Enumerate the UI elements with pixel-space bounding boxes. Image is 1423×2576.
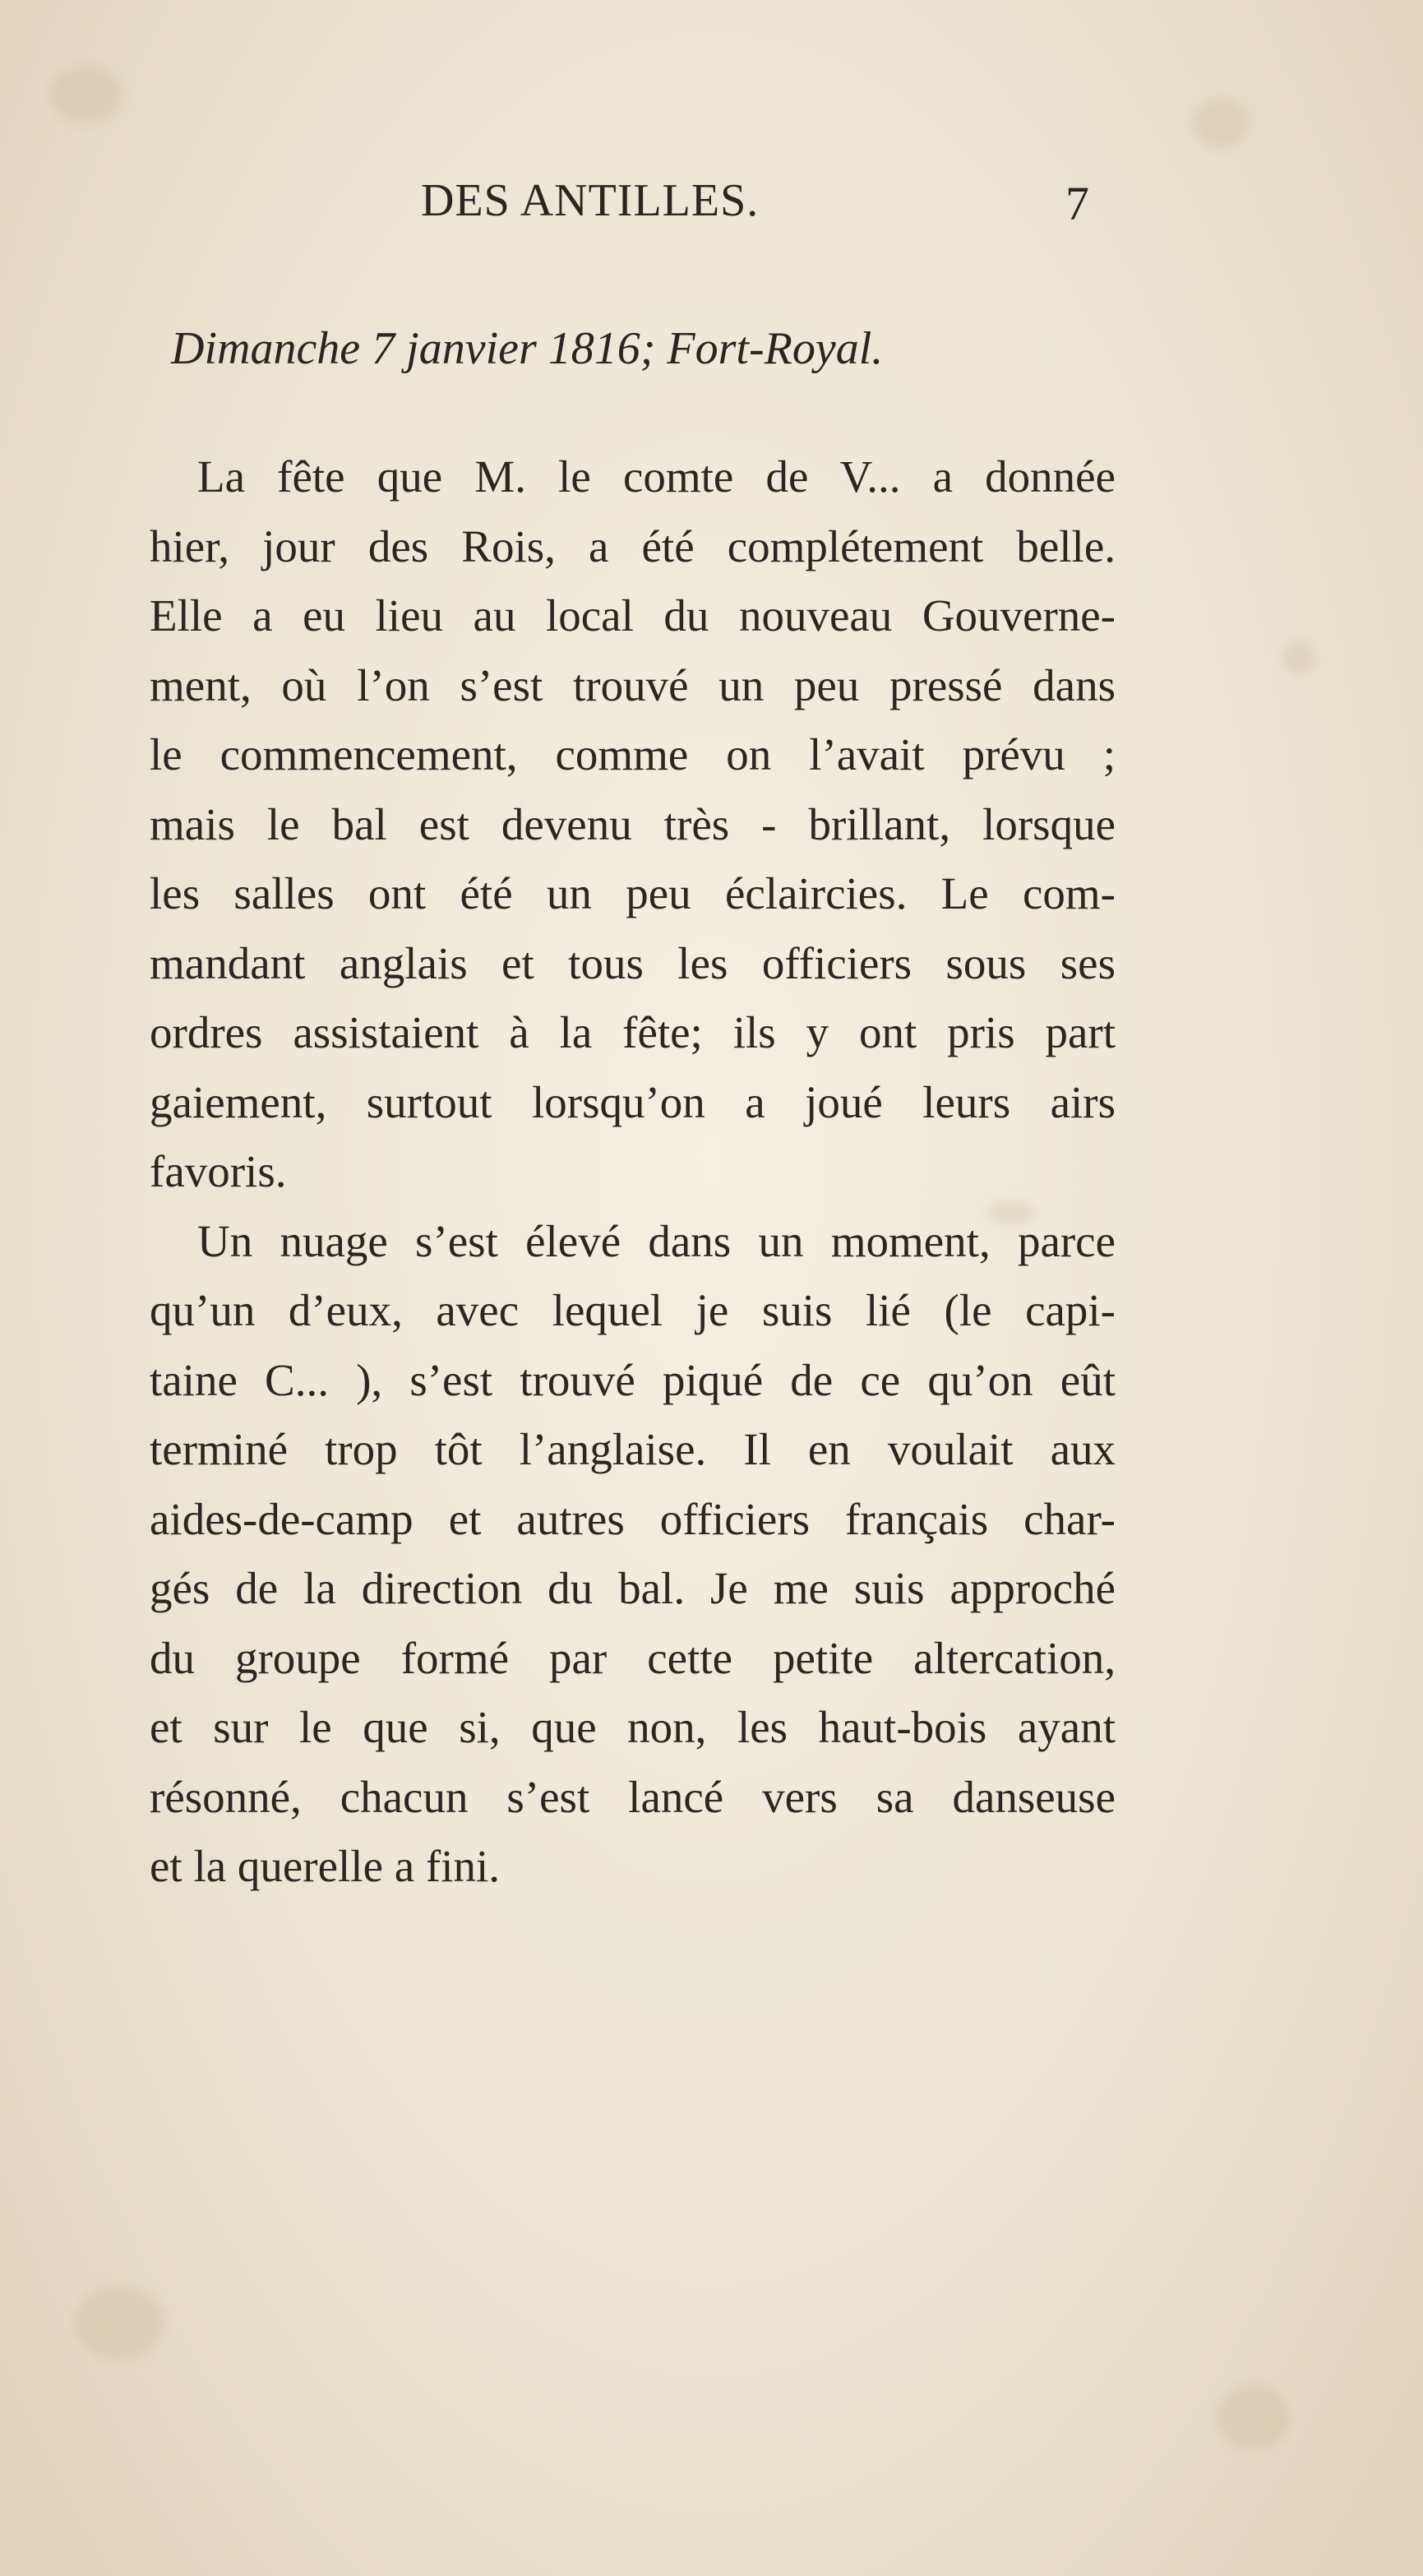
foxing-spot: [74, 2286, 164, 2360]
text-line: favoris.: [150, 1146, 287, 1196]
text-line: les salles ont été un peu éclaircies. Le com-: [150, 868, 1116, 918]
text-line: La fête que M. le comte de V... a donnée: [197, 451, 1116, 502]
paragraph: [150, 442, 1116, 1207]
text-line: qu’un d’eux, avec lequel je suis lié (le capi-: [150, 1285, 1116, 1335]
text-line: ordres assistaient à la fête; ils y ont pris part: [150, 1007, 1116, 1057]
foxing-spot: [1217, 2384, 1291, 2450]
text-line: taine C... ), s’est trouvé piqué de ce qu’on eût: [150, 1354, 1116, 1405]
text-line: le commencement, comme on l’avait prévu ;: [150, 729, 1116, 779]
page-number: 7: [1065, 177, 1089, 230]
text-line: mandant anglais et tous les officiers sous ses: [150, 937, 1116, 988]
dateline: Dimanche 7 janvier 1816; Fort-Royal.: [171, 323, 884, 374]
text-line: aides-de-camp et autres officiers français char-: [150, 1493, 1116, 1544]
paragraph: [150, 1207, 1116, 1902]
text-line: Un nuage s’est élevé dans un moment, parce: [197, 1215, 1116, 1266]
text-line: du groupe formé par cette petite altercation,: [150, 1632, 1116, 1683]
text-line: hier, jour des Rois, a été complétement belle.: [150, 520, 1116, 571]
text-line: ment, où l’on s’est trouvé un peu pressé dans: [150, 659, 1116, 710]
foxing-spot: [49, 66, 123, 123]
foxing-spot: [1192, 99, 1250, 148]
text-line: terminé trop tôt l’anglaise. Il en voulait aux: [150, 1424, 1116, 1474]
text-line: résonné, chacun s’est lancé vers sa danseuse: [150, 1771, 1116, 1822]
body-text: [150, 442, 1116, 1902]
text-line: gaiement, surtout lorsqu’on a joué leurs airs: [150, 1076, 1116, 1127]
text-line: et la querelle a fini.: [150, 1841, 501, 1891]
running-title: DES ANTILLES.: [421, 175, 760, 226]
foxing-spot: [1282, 641, 1315, 674]
text-line: Elle a eu lieu au local du nouveau Gouverne-: [150, 590, 1116, 641]
running-head: [0, 174, 1423, 240]
text-line: gés de la direction du bal. Je me suis approché: [150, 1563, 1116, 1613]
text-line: et sur le que si, que non, les haut-bois ayant: [150, 1702, 1116, 1752]
text-line: mais le bal est devenu très - brillant, lorsque: [150, 798, 1116, 849]
